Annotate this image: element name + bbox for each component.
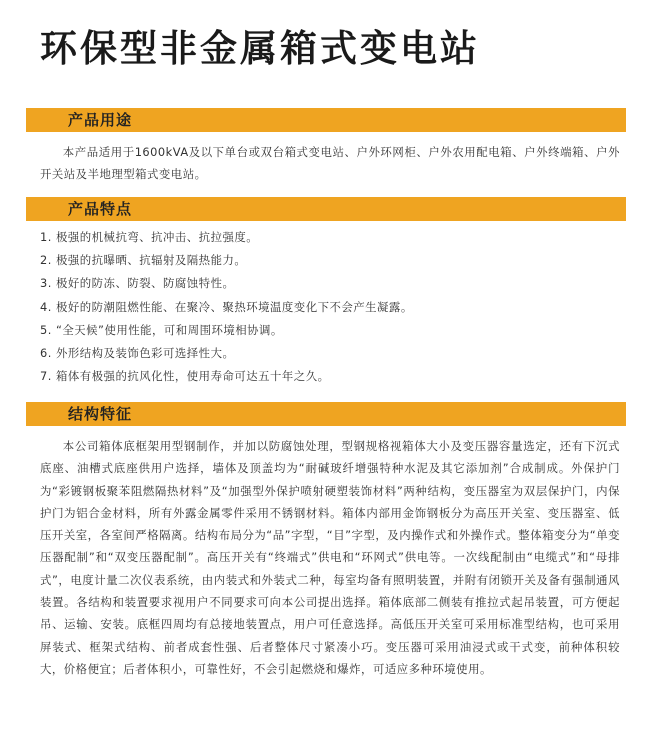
feature-list-item: 3. 极好的防冻、防裂、防腐蚀特性。	[40, 276, 235, 291]
section-heading-usage-label: 产品用途	[68, 111, 133, 129]
section-heading-usage	[26, 108, 626, 132]
page-title: 环保型非金属箱式变电站	[40, 27, 480, 70]
feature-list-item: 4. 极好的防潮阻燃性能、在聚冷、聚热环境温度变化下不会产生凝露。	[40, 299, 413, 314]
feature-list-item: 5. “全天候”使用性能，可和周围环境相协调。	[40, 322, 283, 337]
feature-list-item: 2. 极强的抗曝晒、抗辐射及隔热能力。	[40, 253, 247, 268]
structure-paragraph: 本公司箱体底框架用型钢制作，并加以防腐蚀处理，型钢规格视箱体大小及变压器容量选定，还有下沉式底座、油槽式底座供用户选择，墙体及顶盖均为“耐碱玻纤增强特种水泥及其它添加剂”合成制成。外保护门为“彩镀钢板聚苯阻燃隔热材料”及“加强型外保护喷射硬塑装饰材料”两种结构，变压器室为双层保护门，内保护门为铝合金材料，所有外露金属零件采用不锈钢材料。箱体内部用金饰钢板分为高压开关室、变压器室、低压开关室，各室间严格隔离。结构布局分为“品”字型，“目”字型，及内操作式和外操作式。整体箱变分为“单变压器配制”和“双变压器配制”。高压开关有“终端式”供电和“环网式”供电等。一次线配制由“电缆式”和“母排式”，电度计量二次仪表系统，由内装式和外装式二种，每室均备有照明装置，并附有闭锁开关及备有强制通风装置。各结构和装置要求视用户不同要求可向本公司提出选择。箱体底部二侧装有推拉式起吊装置，可方便起吊、运输、安装。底框四周均有总接地装置点，用户可任意选择。高低压开关室可采用标准型结构，也可采用屏装式、框架式结构、前者成套性强、后者整体尺寸紧凑小巧。变压器可采用油浸式或干式变，前种体积较大，价格便宜；后者体积小，可靠性好，不会引起燃烧和爆炸，可适应多种环境使用。	[40, 439, 620, 676]
feature-list-item: 7. 箱体有极强的抗风化性，使用寿命可达五十年之久。	[40, 369, 330, 384]
section-heading-features-label: 产品特点	[68, 200, 133, 218]
feature-list-item: 6. 外形结构及装饰色彩可选择性大。	[40, 346, 235, 361]
section-heading-features	[26, 197, 626, 221]
usage-paragraph: 本产品适用于1600kVA及以下单台或双台箱式变电站、户外环网柜、户外农用配电箱、户外终端箱、户外开关站及半地理型箱式变电站。	[40, 145, 620, 181]
section-heading-structure-label: 结构特征	[68, 405, 133, 423]
feature-list	[40, 226, 620, 388]
feature-list-item: 1. 极强的机械抗弯、抗冲击、抗拉强度。	[40, 230, 259, 244]
section-heading-structure	[26, 402, 626, 426]
